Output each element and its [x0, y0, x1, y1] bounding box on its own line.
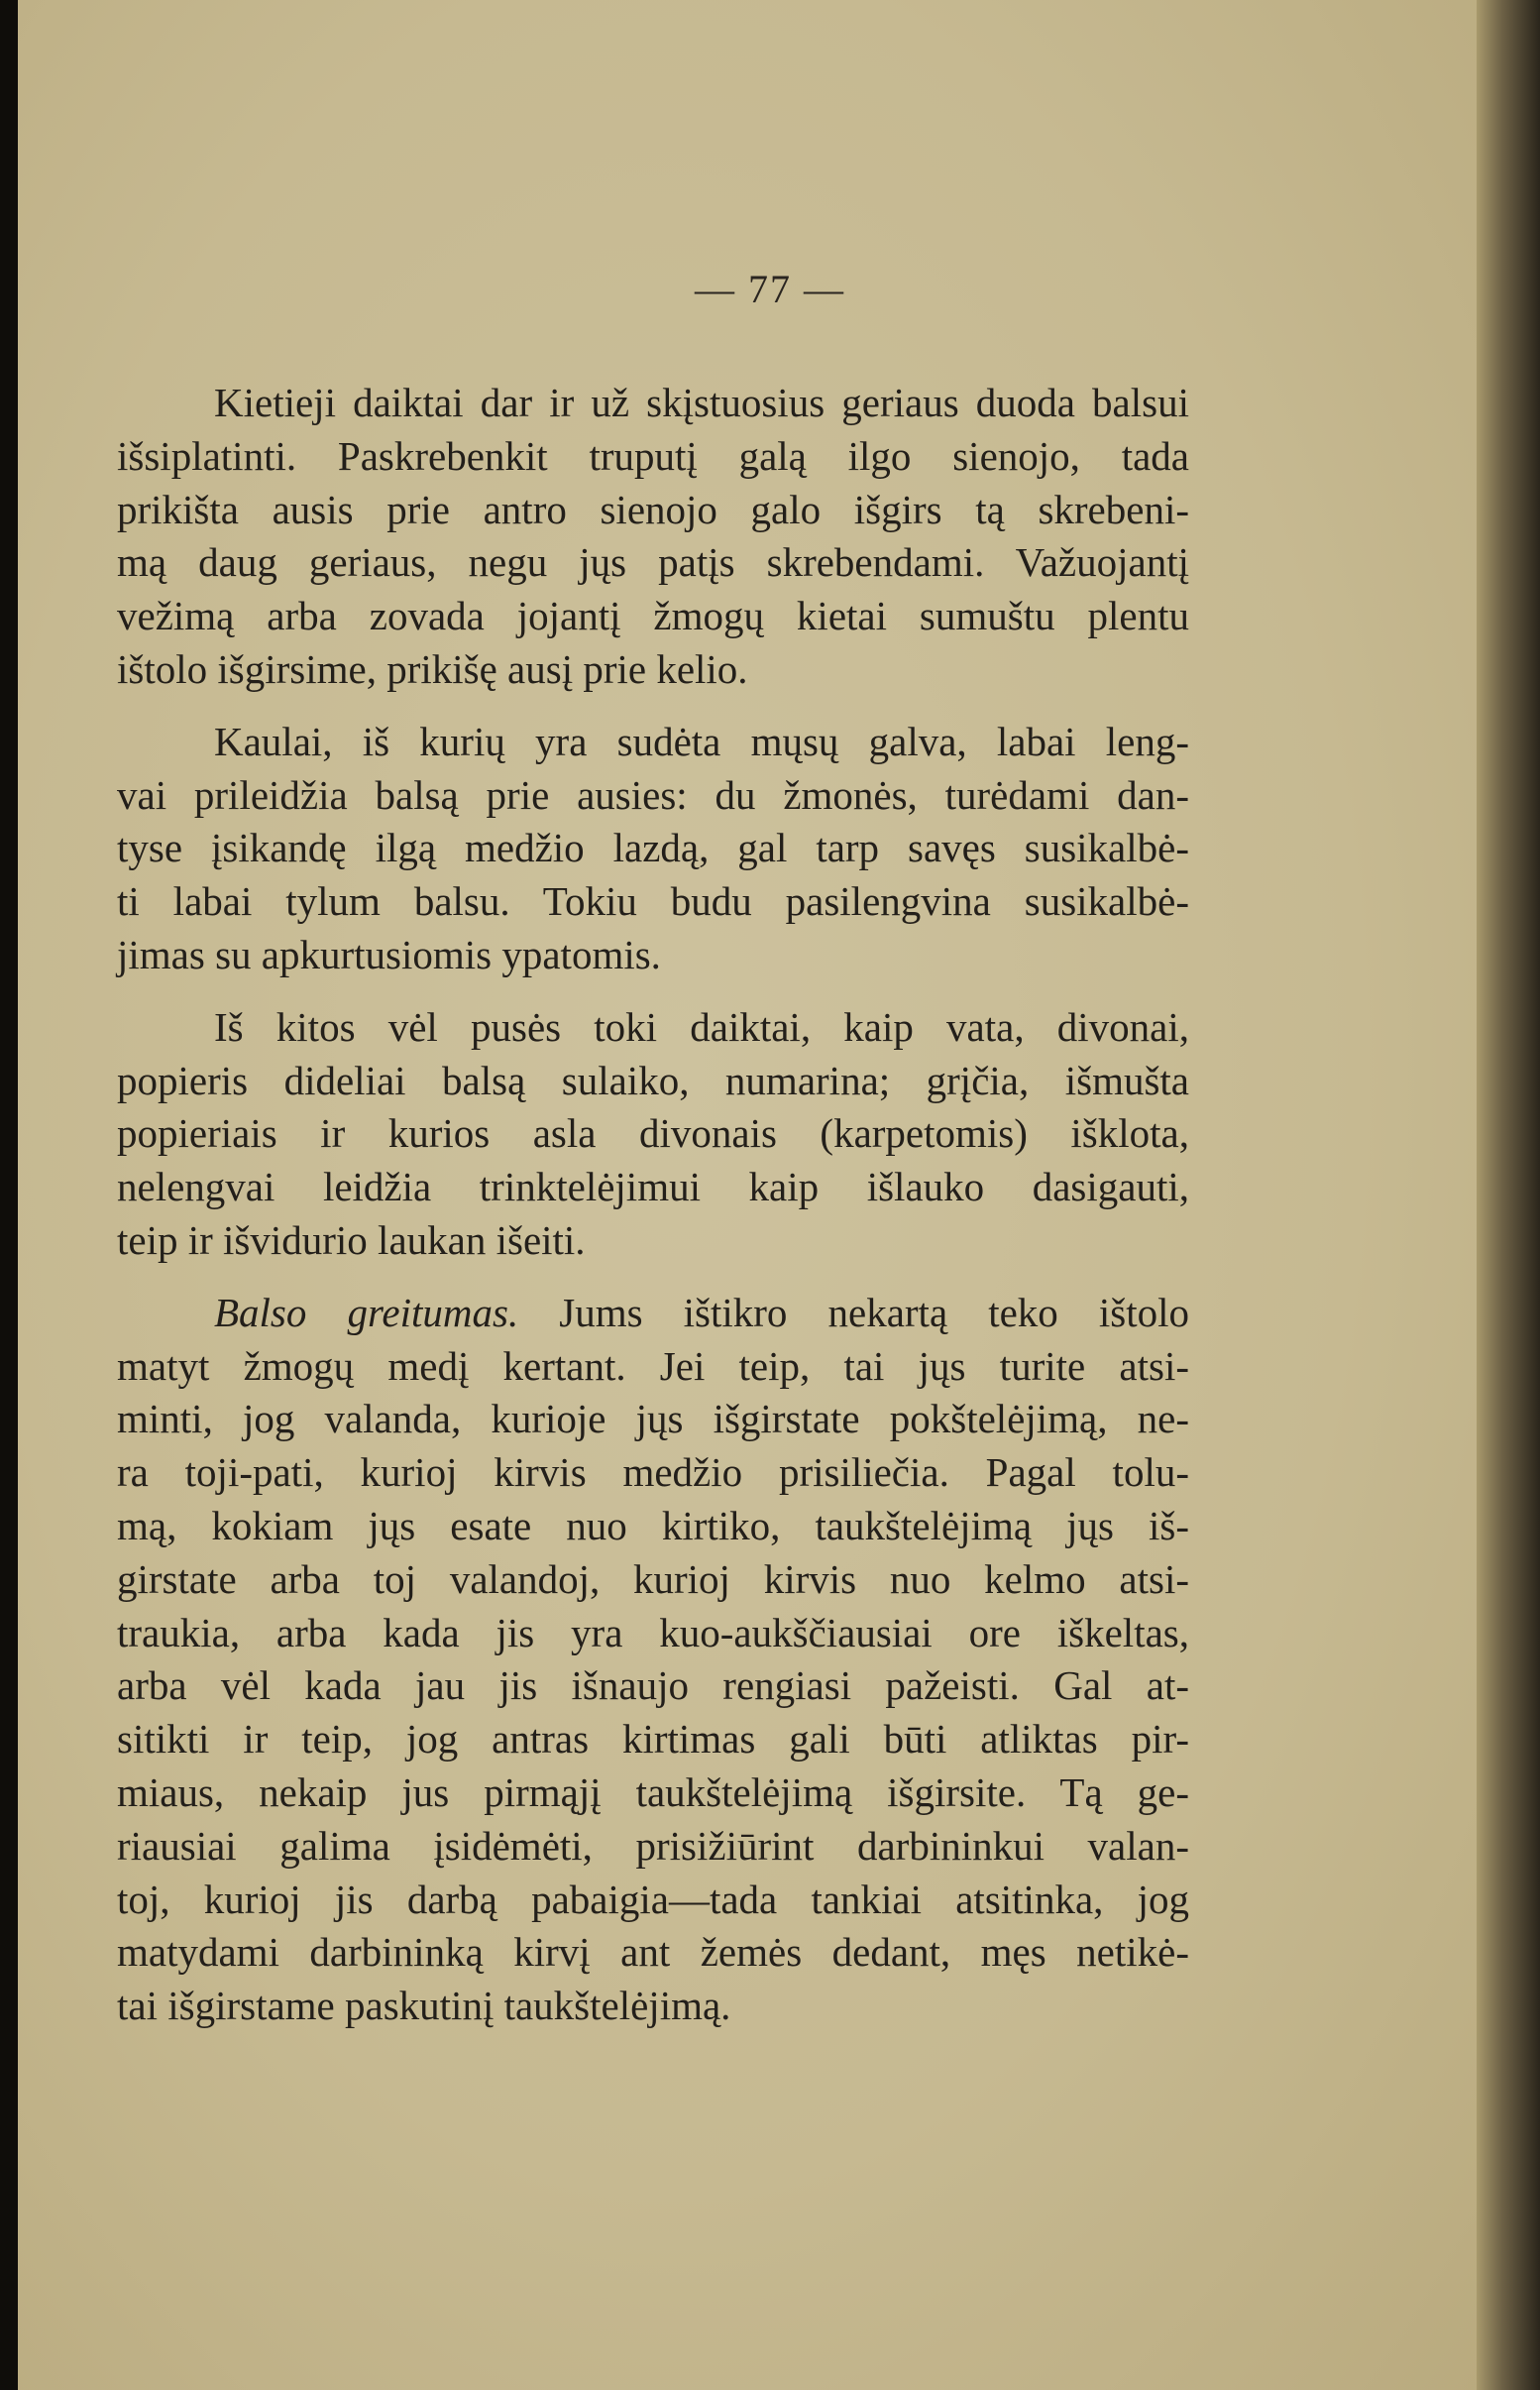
page-number: — 77 — [695, 267, 845, 311]
text-line: tai išgirstame paskutinį taukštelėjimą. [117, 1983, 731, 2029]
text-line: minti, jog valanda, kurioje jųs išgirstate pokštelėjimą, ne- [117, 1396, 1189, 1442]
text-line: prikišta ausis prie antro sienojo galo išgirs tą skrebeni- [117, 486, 1189, 532]
text-line: Kietieji daiktai dar ir už skįstuosius geriaus duoda balsui [214, 380, 1189, 425]
text-line: Iš kitos vėl pusės toki daiktai, kaip vata, divonai, [214, 1003, 1189, 1050]
section-heading: Balso greitumas. [214, 1289, 519, 1335]
paragraph [117, 377, 1189, 697]
text-line: teip ir išvidurio laukan išeiti. [117, 1216, 586, 1263]
text-line: arba vėl kada jau jis išnaujo rengiasi pažeisti. Gal at- [117, 1662, 1189, 1709]
text-line: Kaulai, iš kurių yra sudėta mųsų galva, labai leng- [214, 718, 1189, 764]
page-edge [1477, 0, 1540, 2390]
text-line: išsiplatinti. Paskrebenkit truputį galą ilgo sienojo, tada [117, 432, 1189, 479]
text-line: jimas su apkurtusiomis ypatomis. [117, 931, 661, 977]
text-line: traukia, arba kada jis yra kuo-aukščiausiai ore iškeltas, [117, 1609, 1189, 1655]
paragraph [117, 716, 1189, 982]
text-line: toj, kurioj jis darbą pabaigia—tada tankiai atsitinka, jog [117, 1876, 1189, 1922]
text-line: ti labai tylum balsu. Tokiu budu pasilengvina susikalbė- [117, 878, 1189, 925]
text-line: ištolo išgirsime, prikišę ausį prie kelio. [117, 645, 748, 692]
text-line-rest: Jums ištikro nekartą teko ištolo [559, 1289, 1190, 1335]
text-line: matydami darbininką kirvį ant žemės dedant, męs netikė- [117, 1929, 1189, 1976]
paragraph [117, 1287, 1189, 2033]
text-line: tyse įsikandę ilgą medžio lazdą, gal tarp savęs susikalbė- [117, 825, 1189, 871]
text-line: popieris dideliai balsą sulaiko, numarina; grįčia, išmušta [117, 1057, 1189, 1103]
text-line: sitikti ir teip, jog antras kirtimas gali būti atliktas pir- [117, 1716, 1189, 1763]
paragraph [117, 1001, 1189, 1268]
text-line: popieriais ir kurios asla divonais (karpetomis) išklota, [117, 1110, 1189, 1157]
text-line: vežimą arba zovada jojantį žmogų kietai sumuštu plentu [117, 593, 1189, 639]
text-line: matyt žmogų medį kertant. Jei teip, tai jųs turite atsi- [117, 1342, 1189, 1389]
text-line: vai prileidžia balsą prie ausies: du žmonės, turėdami dan- [117, 771, 1189, 818]
text-line: riausiai galima įsidėmėti, prisižiūrint darbininkui valan- [117, 1822, 1189, 1869]
text-line: nelengvai leidžia trinktelėjimui kaip išlauko dasigauti, [117, 1164, 1189, 1210]
body-text [117, 377, 1189, 2052]
text-line: ra toji-pati, kurioj kirvis medžio prisiliečia. Pagal tolu- [117, 1449, 1189, 1496]
text-line: mą, kokiam jųs esate nuo kirtiko, taukštelėjimą jųs iš- [117, 1502, 1189, 1548]
text-line: miaus, nekaip jus pirmąjį taukštelėjimą išgirsite. Tą ge- [117, 1768, 1189, 1815]
text-line [117, 1287, 1189, 1340]
text-line: mą daug geriaus, negu jųs patįs skrebendami. Važuojantį [117, 539, 1189, 586]
text-line: girstate arba toj valandoj, kurioj kirvis nuo kelmo atsi- [117, 1555, 1189, 1602]
